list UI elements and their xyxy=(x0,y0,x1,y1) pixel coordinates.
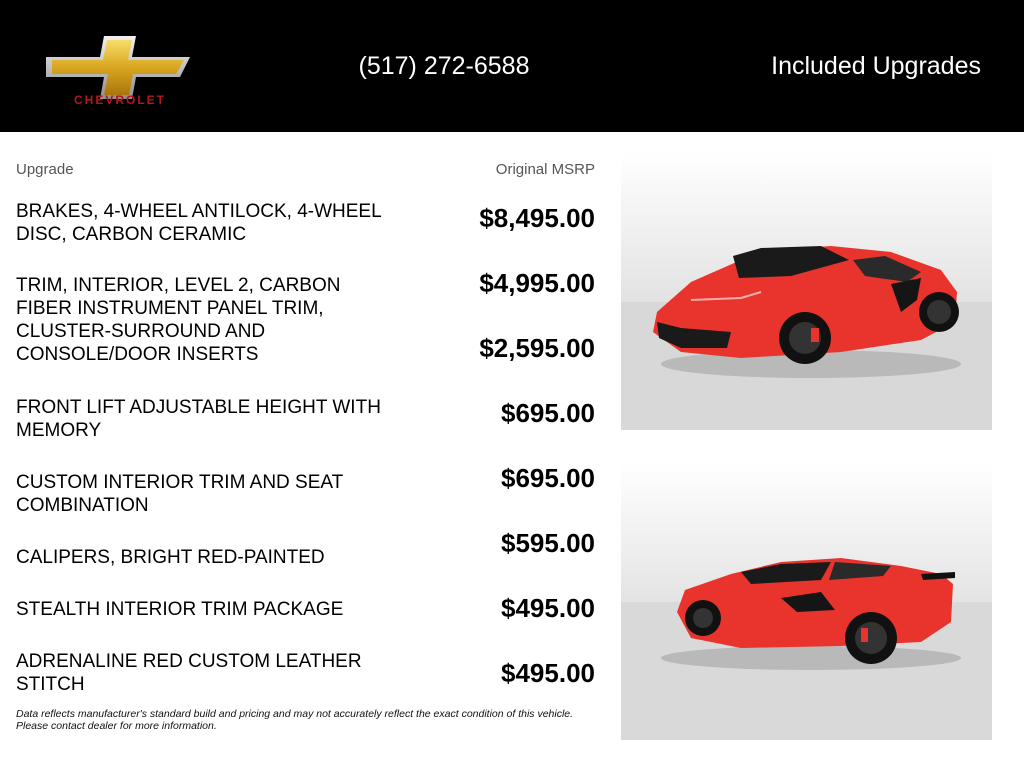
upgrade-price: $4,995.00 xyxy=(479,268,595,298)
phone-container xyxy=(0,52,888,81)
upgrade-name: STEALTH INTERIOR TRIM PACKAGE xyxy=(16,599,344,620)
header-bar xyxy=(0,0,1024,132)
upgrade-price: $695.00 xyxy=(501,398,595,428)
upgrade-name: FRONT LIFT ADJUSTABLE HEIGHT WITH MEMORY xyxy=(16,397,381,441)
page-title: Included Upgrades xyxy=(771,52,981,80)
upgrade-name: TRIM, INTERIOR, LEVEL 2, CARBON FIBER INSTRUMENT PANEL TRIM, CLUSTER-SURROUND AND CONSOLE/DOOR INSERTS xyxy=(16,275,341,365)
upgrade-price: $495.00 xyxy=(501,658,595,688)
column-header-msrp: Original MSRP xyxy=(495,161,595,178)
upgrade-name: CALIPERS, BRIGHT RED-PAINTED xyxy=(16,547,325,568)
chevrolet-wordmark: CHEVROLET xyxy=(73,93,166,107)
upgrade-price: $695.00 xyxy=(501,463,595,493)
car-side-rear-photo[interactable] xyxy=(621,462,992,740)
upgrade-price: $595.00 xyxy=(501,528,595,558)
upgrade-name: BRAKES, 4-WHEEL ANTILOCK, 4-WHEEL DISC, CARBON CERAMIC xyxy=(16,201,381,245)
dealer-phone[interactable]: (517) 272-6588 xyxy=(358,52,530,80)
upgrade-name: ADRENALINE RED CUSTOM LEATHER STITCH xyxy=(16,651,362,695)
upgrade-price: $8,495.00 xyxy=(479,203,595,233)
upgrade-price: $495.00 xyxy=(501,593,595,623)
disclaimer-text: Data reflects manufacturer's standard build and pricing and may not accurately reflect the exact condition of this vehicle. Please contact dealer for more information. xyxy=(16,708,574,732)
upgrade-name: CUSTOM INTERIOR TRIM AND SEAT COMBINATION xyxy=(16,472,343,516)
upgrade-price: $2,595.00 xyxy=(479,333,595,363)
column-header-upgrade: Upgrade xyxy=(16,161,74,178)
car-front-three-quarter-photo[interactable] xyxy=(621,152,992,430)
